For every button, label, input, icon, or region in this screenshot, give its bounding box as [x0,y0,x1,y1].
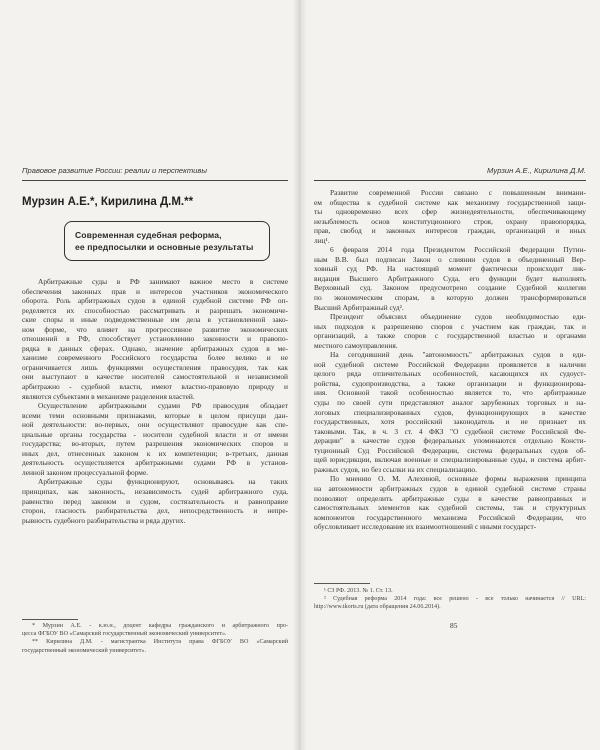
right-header-rule [314,180,586,181]
text-line: ной деятельности: во-первых, они осуществляют правосудие как спе- [22,420,288,430]
text-line: государства; во-вторых, путем разрешения экономических споров и [22,439,288,449]
text-line: На сегодняшний день "автономность" арбитражных судов в еди- [330,350,586,360]
text-line: Осуществление арбитражными судами РФ правосудия обладает [38,401,288,411]
footnote-line: * Мурзин А.Е. - к.ю.н., доцент кафедры гражданского и арбитражного про- [32,623,288,629]
article-authors: Мурзин А.Е.*, Кирилина Д.М.** [22,196,194,208]
footnote-line: государственный экономический университет». [22,647,146,654]
text-line: туционный Суд Российской Федерации, система федеральных судов об- [314,445,586,455]
text-line: циальные органы государства - носители судебной власти и от имени [22,429,288,439]
text-line: лиц¹. [314,235,330,245]
text-line: на автономности арбитражных судов в единой судебной системе страны [314,483,586,493]
right-page [300,0,600,750]
right-body-text [314,188,586,532]
left-header-rule [22,180,288,181]
text-line: организаций, а также споров с государственной властью и органами [314,331,586,341]
text-line: прав, свобод и законных интересов граждан, организаций и иных [314,226,586,236]
article-title-line: ее предпосылки и основные результаты [75,242,254,252]
text-line: всеми теми основными признаками, которые в целом присущи дан- [22,410,288,420]
text-line: Арбитражные суды в РФ занимают важное место в системе [38,277,288,286]
text-line: ограничивается лишь функциями осуществления правосудия, так как [22,362,288,372]
footnote-line: ¹ СЗ РФ. 2013. № 1. Ст. 13. [324,588,393,594]
text-line: они выступают в качестве носителей самостоятельной и независимой [22,372,288,382]
right-footnote-rule [314,583,370,584]
text-line: принципах, как законность, независимость судей арбитражного суда, [22,487,288,497]
text-line: государственных, хотя российский законодатель и не признает их [314,417,586,427]
text-line: ределяется их способностью рассматривать и разрешать экономиче- [22,305,288,315]
text-line: ражных судов, но без ссылки на их специализацию. [314,464,477,474]
text-line: ские споры и иные подведомственные им дела в установленной зако- [22,315,288,325]
footnote-line: цесса ФГБОУ ВО «Самарский государственный экономический университет». [22,631,227,638]
text-line: 6 февраля 2014 года Президентом Российской Федерации Путин- [330,245,586,255]
left-footnotes [22,622,288,655]
text-line: иных дел, отнесенных законом к их компетенции; в-третьих, данная [22,448,288,458]
text-line: равенство перед законом и судом, состязательность и равноправие [22,496,288,506]
text-line: ния. Основной такой особенностью является то, что арбитражные [314,388,586,398]
text-line: Верховный суд. Законом предусмотрено создание Судебной коллегии [314,283,586,293]
text-line: видация Высшего Арбитражного Суда, его функции будет выполнять [314,273,586,283]
text-line: дерации" в качестве судов федеральных упоминаются отдельно Консти- [314,436,586,446]
text-line: деятельность осуществляется арбитражными судами РФ в установ- [22,458,288,468]
text-line: Развитие современной России связано с повышенным внимани- [330,188,586,197]
text-line: Высший Арбитражный суд². [314,302,404,312]
text-line: таковыми. Так, в ч. 3 ст. 4 ФКЗ "О судебной системе Российской Фе- [314,426,586,436]
text-line: ленной законом процессуальной форме. [22,467,149,477]
text-line: позволяют определить арбитражные суды в качестве равноправных и [314,493,586,503]
text-line: ной судебной системе Российской Федерации проявляется в наличии [314,359,586,369]
right-footnotes [314,587,586,612]
text-line: щей юрисдикции, включая военные и специализированные суды, и система арбит- [314,455,586,465]
text-line: ном форме, что влияет на прогрессивное развитие экономических [22,324,288,334]
text-line: оборота. Роль арбитражных судов в единой судебной системе РФ оп- [22,296,288,306]
text-line: логовых специализированных судов, функционирующих в качестве [314,407,586,417]
text-line: рядка в данных сферах. Однако, значение арбитражных судов в ме- [22,343,288,353]
page-number: 85 [450,621,458,630]
text-line: ем общества к судебной системе как механизму государственной защи- [314,197,586,207]
text-line: обеспечения законных прав и интересов участников экономического [22,286,288,296]
text-line: рывность судебного разбирательства и ряда других. [22,515,186,525]
text-line: суды по своей сути представляют аналог зарубежных торговых и на- [314,398,586,408]
text-line: сторон, гласность разбирательства дел, непосредственность и непре- [22,506,288,516]
text-line: компонентов государственного механизма Российской Федерации, что [314,512,586,522]
text-line: ховный суд РФ. На настоящий момент фактически происходит лик- [314,264,586,274]
text-line: незыблемость основ конституционного строя, охрану правопорядка, [314,216,586,226]
text-line: ройства, судопроизводства, а также организации и функционирова- [314,378,586,388]
left-footnote-rule [22,619,78,620]
footnote-line: http://www.tkorts.ru (дата обращения 24.06.2014). [314,604,441,611]
text-line: местного самоуправления. [314,340,398,350]
text-line: целого ряда отличительных особенностей, касающихся их судоуст- [314,369,586,379]
text-line: ханизме современного Российского государства более велико и не [22,353,288,363]
footnote-line: ² Судебная реформа 2014 года: все решено - все только начинается // URL: [324,596,586,603]
left-running-head: Правовое развитие России: реалии и перспективы [22,166,207,175]
left-body-text [22,277,288,525]
text-line: самостоятельных элементов как судебной системы, так и структурных [314,503,586,513]
text-line: арбитражно - судебной власти, имеют властно-правовую природу и [22,382,288,392]
text-line: Президент объяснил объединение судов необходимостью еди- [330,312,586,322]
text-line: Арбитражные суды функционируют, основываясь на таких [38,477,288,487]
text-line: отношений в РФ, способствует установлению законности и правопо- [22,334,288,344]
footnote-line: ** Кирилина Д.М. - магистрантка Института права ФГБОУ ВО «Самарский [32,639,288,646]
text-line: По мнению О. М. Алехиной, основные формы выражения принципа [330,474,586,484]
text-line: ным В.В. был подписан Закон о слиянии судов в объединенный Вер- [314,254,586,264]
article-title-box [64,221,270,261]
text-line: ты одновременно всех сфер жизнедеятельности, обеспечивающему [314,207,586,217]
right-running-head: Мурзин А.Е., Кирилина Д.М. [486,166,586,175]
text-line: обусловливает исследование их взаимоотношений с иными государст- [314,522,537,532]
article-title-line: Современная судебная реформа, [75,230,222,240]
text-line: являются субъектами в механизме разделения властей. [22,391,195,401]
text-line: ных подходов к разрешению споров с участием как граждан, так и [314,321,586,331]
text-line: по экономическим спорам, в которую должен трансформироваться [314,293,586,303]
